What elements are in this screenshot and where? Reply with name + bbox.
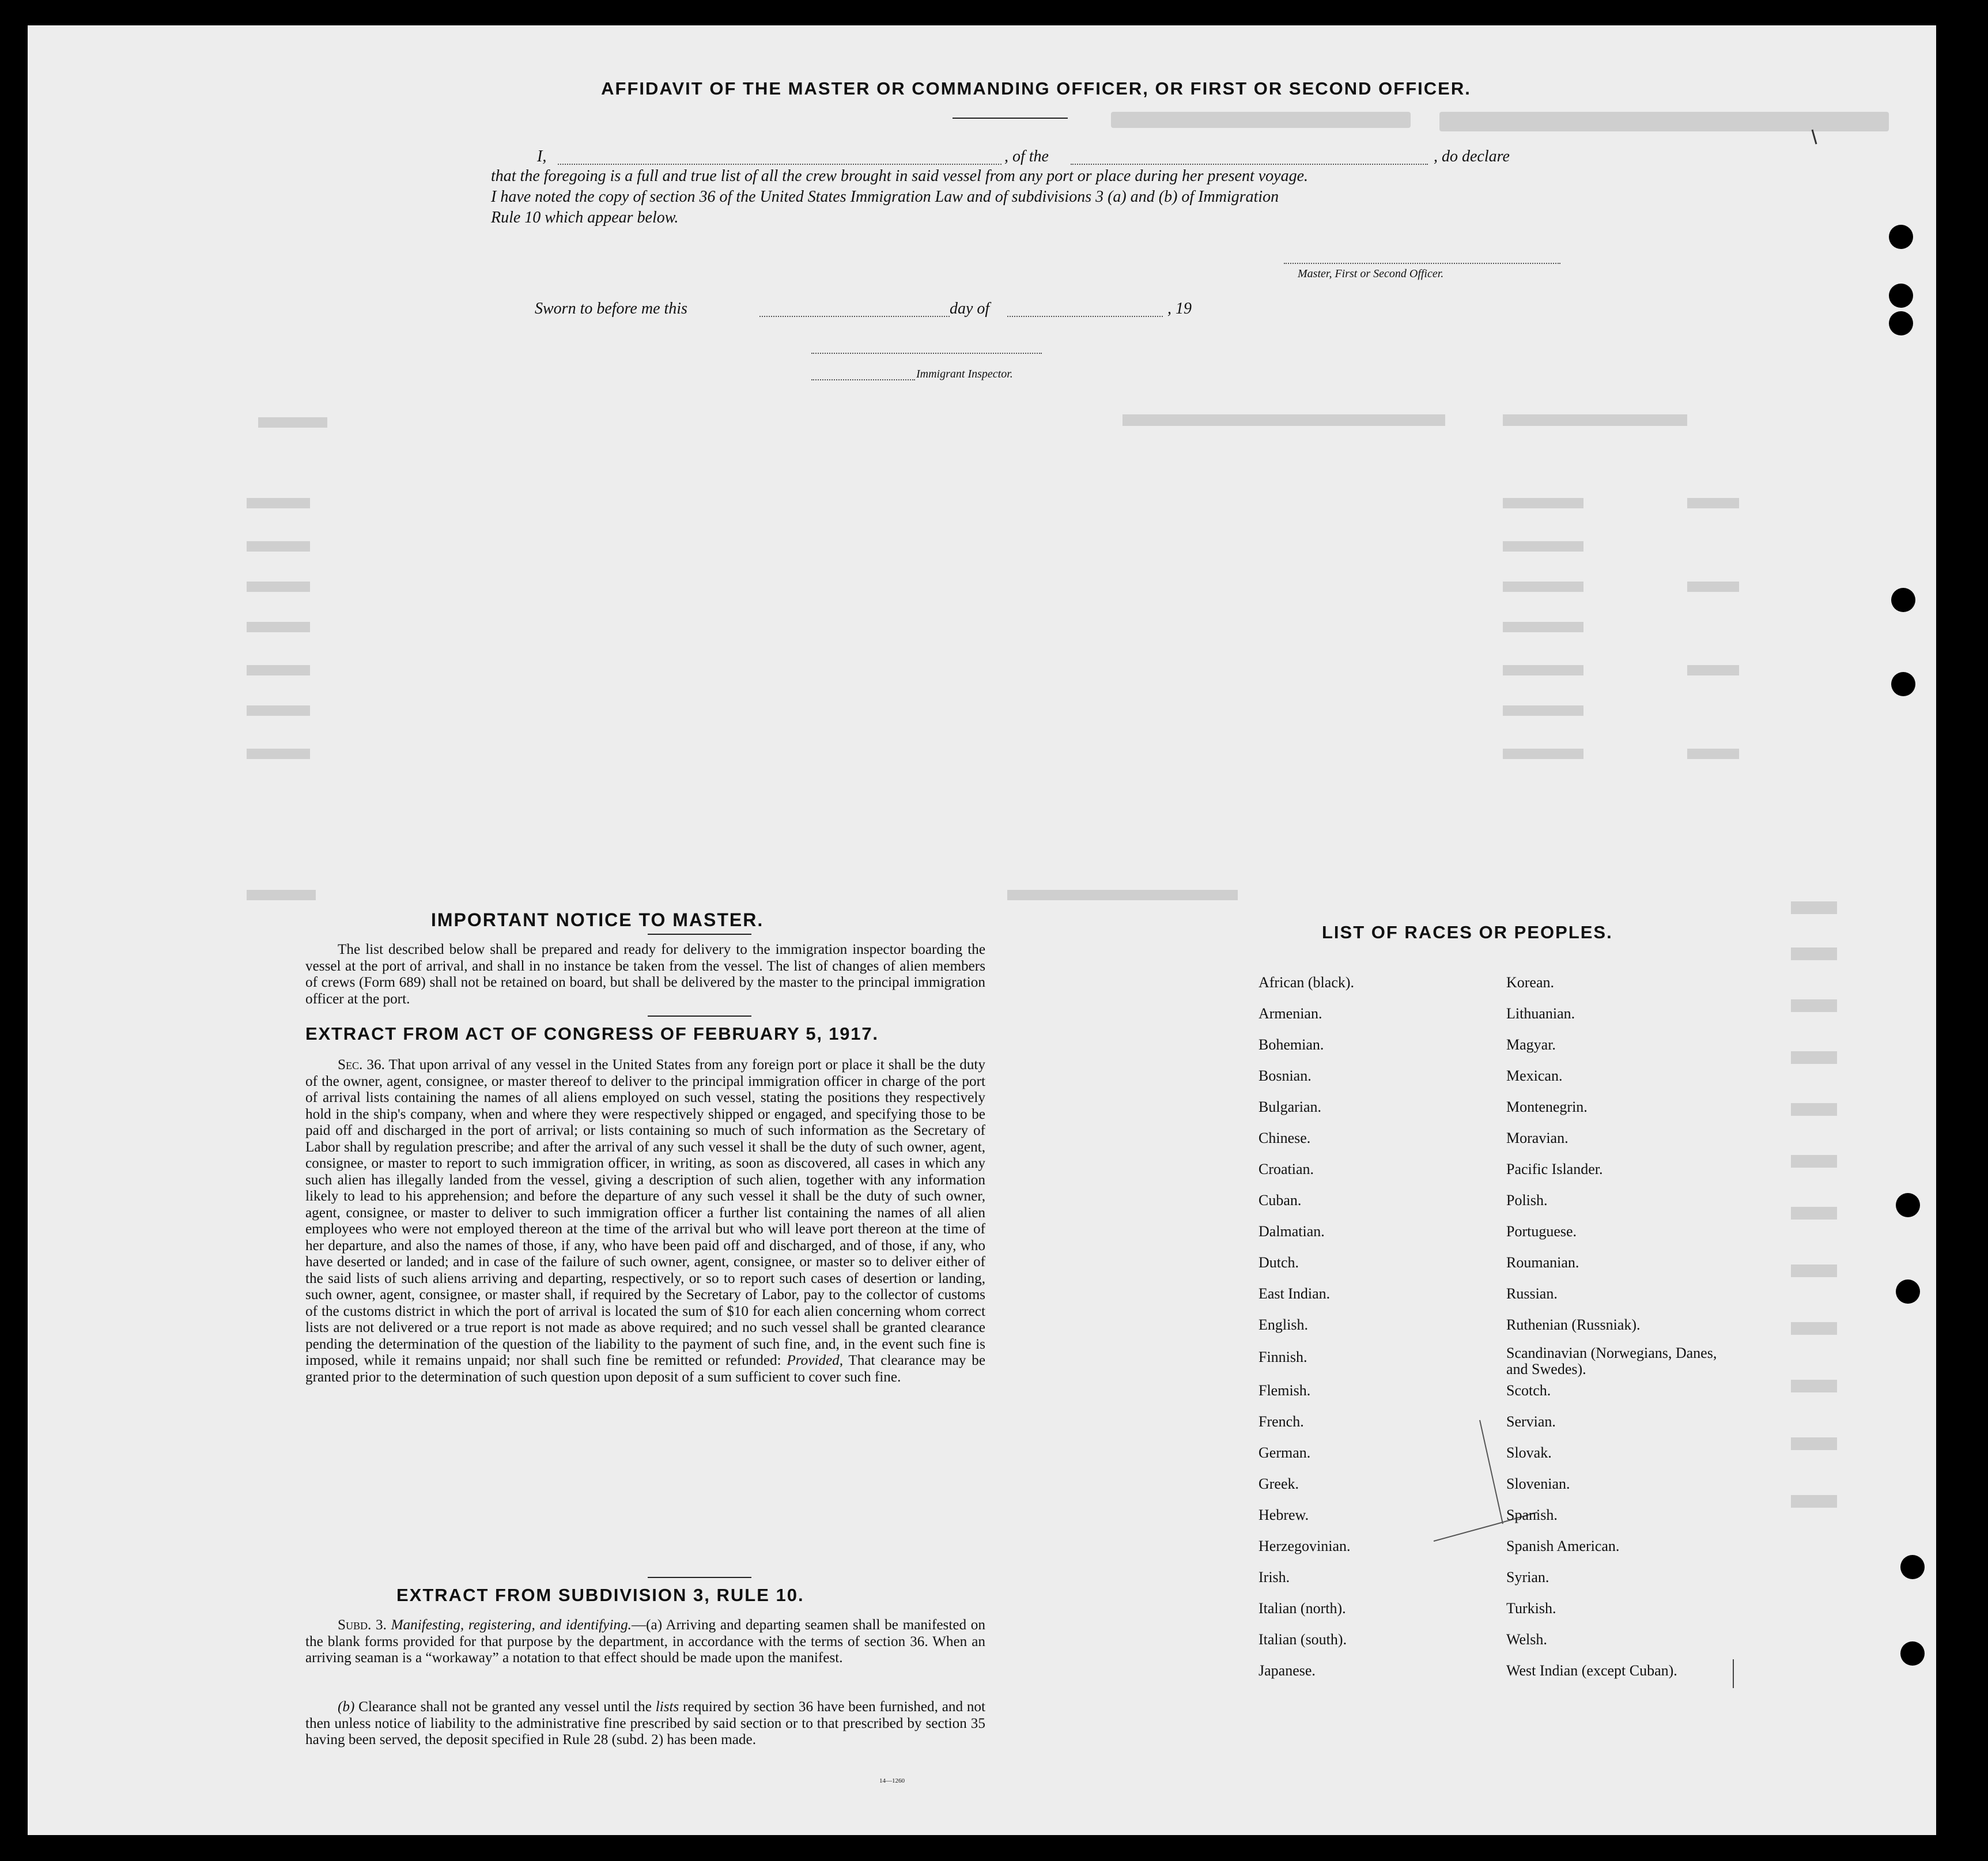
- race-item: Dutch.: [1258, 1254, 1299, 1271]
- punch-hole: [1900, 1641, 1925, 1666]
- race-item: East Indian.: [1258, 1285, 1331, 1302]
- race-item: Welsh.: [1506, 1631, 1547, 1648]
- sworn-text: Sworn to before me this: [535, 300, 687, 318]
- race-item: Japanese.: [1258, 1662, 1316, 1679]
- race-item: Slovak.: [1506, 1444, 1552, 1461]
- section-36-body: That upon arrival of any vessel in the United States from any foreign port or place it shall be the duty of the owner, agent, consignee, or master thereof to deliver to the principal immigration officer in charge of the port of arrival lists containing the names of all aliens employed on such vessel, stating the positions they respectively hold in the ship's company, when and where they were respectively shipped or engaged, and specifying those to be paid off and discharged in the port of arrival; or lists containing so much of such information as the Secretary of Labor shall by regulation prescribe; and after the arrival of any such vessel it shall be the duty of such owner, agent, consignee, or master to report to such immigration officer, in writing, as soon as discovered, all cases in which any such alien has illegally landed from the vessel, giving a description of such alien, together with any information likely to lead to his apprehension; and before the departure of any such vessel it shall be the duty of such owner, agent, consignee, or master to deliver to such immigration officer a further list containing the names of all alien employees who were not employed thereon at the time of the arrival but who will leave port thereon at the time of her departure, and also the names of those, if any, who have been paid off and discharged, and of those, if any, who have deserted or landed; and in case of the failure of such owner, agent, consignee, or master so to deliver either of the said lists of such aliens arriving and departing, respectively, or so to report such cases of desertion or landing, such owner, agent, consignee, or master shall, if required by the Secretary of Labor, pay to the collector of customs of the customs district in which the port of arrival is located the sum of $10 for each alien concerning whom correct lists are not delivered or a true report is not made as above required; and no such vessel shall be granted clearance pending the determination of the question of the liability to the payment of such fine, and, in the event such fine is imposed, while it remains unpaid; nor shall such fine be remitted or refunded:: [305, 1057, 986, 1368]
- subd-heading: Manifesting, registering, and identifying.: [391, 1617, 632, 1633]
- race-item: Bosnian.: [1258, 1067, 1312, 1084]
- race-item: German.: [1258, 1444, 1311, 1461]
- race-item: Irish.: [1258, 1569, 1290, 1586]
- punch-hole: [1896, 1279, 1920, 1304]
- race-item: Russian.: [1506, 1285, 1558, 1302]
- inspector-label: Immigrant Inspector.: [916, 368, 1013, 380]
- race-item: Italian (north).: [1258, 1600, 1346, 1617]
- notice-title: IMPORTANT NOTICE TO MASTER.: [431, 909, 764, 930]
- year-text: , 19: [1167, 300, 1192, 318]
- inspector-line-lower[interactable]: [811, 379, 915, 380]
- proviso-word: Provided,: [787, 1353, 844, 1368]
- punch-hole: [1889, 284, 1913, 308]
- race-item: Spanish.: [1506, 1507, 1558, 1523]
- race-item: Bulgarian.: [1258, 1099, 1322, 1115]
- affidavit-title: AFFIDAVIT OF THE MASTER OR COMMANDING OFFICER, OR FIRST OR SECOND OFFICER.: [601, 78, 1471, 99]
- section-36-tail: That clearance may be granted prior to the determination of such question upon deposit of a sum sufficient to cover such fine.: [305, 1353, 986, 1385]
- race-item: Flemish.: [1258, 1382, 1311, 1399]
- race-item: Polish.: [1506, 1192, 1548, 1209]
- race-item: Magyar.: [1506, 1036, 1556, 1053]
- punch-hole: [1896, 1193, 1920, 1217]
- race-item: Spanish American.: [1506, 1538, 1620, 1554]
- sworn-day-line[interactable]: [759, 316, 950, 317]
- section-36-text: [305, 1057, 985, 1386]
- race-item: Korean.: [1506, 974, 1555, 991]
- form-number: 14—1260: [879, 1777, 905, 1784]
- race-item: Portuguese.: [1506, 1223, 1577, 1240]
- affidavit-line-3: I have noted the copy of section 36 of the United States Immigration Law and of subdivisions 3 (a) and (b) of Immigration: [491, 188, 1279, 206]
- affidavit-line-4: Rule 10 which appear below.: [491, 209, 679, 227]
- subdivision-b: [305, 1699, 985, 1749]
- race-item: Slovenian.: [1506, 1475, 1570, 1492]
- race-item: Chinese.: [1258, 1130, 1311, 1146]
- race-item: Bohemian.: [1258, 1036, 1324, 1053]
- race-item: French.: [1258, 1413, 1304, 1430]
- vessel-line[interactable]: [1071, 164, 1428, 165]
- race-item: Herzegovinian.: [1258, 1538, 1351, 1554]
- race-item: Cuban.: [1258, 1192, 1302, 1209]
- race-item: Scandinavian (Norwegians, Danes, and Swedes).: [1506, 1345, 1717, 1377]
- race-item: Hebrew.: [1258, 1507, 1309, 1523]
- inspector-line-upper[interactable]: [811, 353, 1042, 354]
- race-item: Turkish.: [1506, 1600, 1556, 1617]
- para-b-marker: (b): [338, 1699, 355, 1715]
- name-line[interactable]: [558, 164, 1001, 165]
- affidavit-line-2: that the foregoing is a full and true list of all the crew brought in said vessel from any port or place during her present voyage.: [491, 167, 1309, 185]
- para-b-text-1: Clearance shall not be granted any vessel until the: [358, 1699, 652, 1715]
- race-item: Moravian.: [1506, 1130, 1569, 1146]
- race-item: Armenian.: [1258, 1005, 1322, 1022]
- signature-line[interactable]: [1284, 263, 1560, 264]
- race-item: Italian (south).: [1258, 1631, 1347, 1648]
- race-item: Montenegrin.: [1506, 1099, 1588, 1115]
- race-item: Mexican.: [1506, 1067, 1563, 1084]
- punch-hole: [1889, 225, 1913, 249]
- rule-rule-above: [648, 1577, 751, 1578]
- rule-title: EXTRACT FROM SUBDIVISION 3, RULE 10.: [396, 1585, 804, 1605]
- race-item: Syrian.: [1506, 1569, 1549, 1586]
- document-page: [28, 25, 1936, 1835]
- subdivision-a: [305, 1617, 985, 1667]
- race-item: Croatian.: [1258, 1161, 1314, 1177]
- notice-underline: [648, 934, 751, 935]
- race-item: Finnish.: [1258, 1349, 1307, 1365]
- punch-hole: [1889, 311, 1913, 335]
- race-item: Scotch.: [1506, 1382, 1551, 1399]
- section-label: Sec. 36.: [338, 1057, 385, 1073]
- punch-hole: [1891, 672, 1915, 696]
- title-underline: [953, 118, 1068, 119]
- para-a-marker: —(a): [631, 1617, 663, 1633]
- race-item: African (black).: [1258, 974, 1355, 991]
- punch-hole: [1891, 588, 1915, 612]
- affidavit-i: I,: [537, 148, 547, 165]
- para-b-lists: lists: [655, 1699, 679, 1715]
- race-item: Pacific Islander.: [1506, 1161, 1603, 1177]
- race-item: English.: [1258, 1316, 1308, 1333]
- day-of-text: day of: [950, 300, 990, 318]
- notice-body: The list described below shall be prepared and ready for delivery to the immigration inspector boarding the vessel at the port of arrival, and shall in no instance be taken from the vessel. The list of changes of alien members of crews (Form 689) shall not be retained on board, but shall be delivered by the master to the principal immigration officer at the port.: [305, 942, 985, 1007]
- corner-tick: [1809, 127, 1821, 150]
- race-item: Roumanian.: [1506, 1254, 1579, 1271]
- affidavit-do-declare: , do declare: [1434, 148, 1510, 165]
- para-b-text-2: required by section 36 have been furnished, and not then unless notice of liability to the administrative fine prescribed by said section or to that prescribed by section 35 having been served, the deposit specified in Rule 28 (subd. 2) has been made.: [305, 1699, 986, 1747]
- sworn-month-line[interactable]: [1007, 316, 1163, 317]
- race-item: Servian.: [1506, 1413, 1556, 1430]
- para-a-text: Arriving and departing seamen shall be manifested on the blank forms provided for that purpose by the department, in accordance with the terms of section 36. When an arriving seaman is a “workaway” a notation to that effect should be made upon the manifest.: [305, 1617, 985, 1666]
- punch-hole: [1900, 1555, 1925, 1579]
- act-rule-above: [648, 1016, 751, 1017]
- race-item: West Indian (except Cuban).: [1506, 1662, 1677, 1679]
- race-item: Greek.: [1258, 1475, 1299, 1492]
- bracket-mark: [1728, 1656, 1739, 1691]
- master-officer-label: Master, First or Second Officer.: [1298, 267, 1444, 280]
- subd-label: Subd. 3.: [338, 1617, 387, 1633]
- affidavit-of-the: , of the: [1004, 148, 1049, 165]
- bleed-through-texture: [28, 25, 1936, 1835]
- races-title: LIST OF RACES OR PEOPLES.: [1322, 922, 1613, 942]
- race-item: Lithuanian.: [1506, 1005, 1575, 1022]
- race-item: Dalmatian.: [1258, 1223, 1325, 1240]
- race-item: Ruthenian (Russniak).: [1506, 1316, 1641, 1333]
- act-title: EXTRACT FROM ACT OF CONGRESS OF FEBRUARY 5, 1917.: [305, 1024, 879, 1044]
